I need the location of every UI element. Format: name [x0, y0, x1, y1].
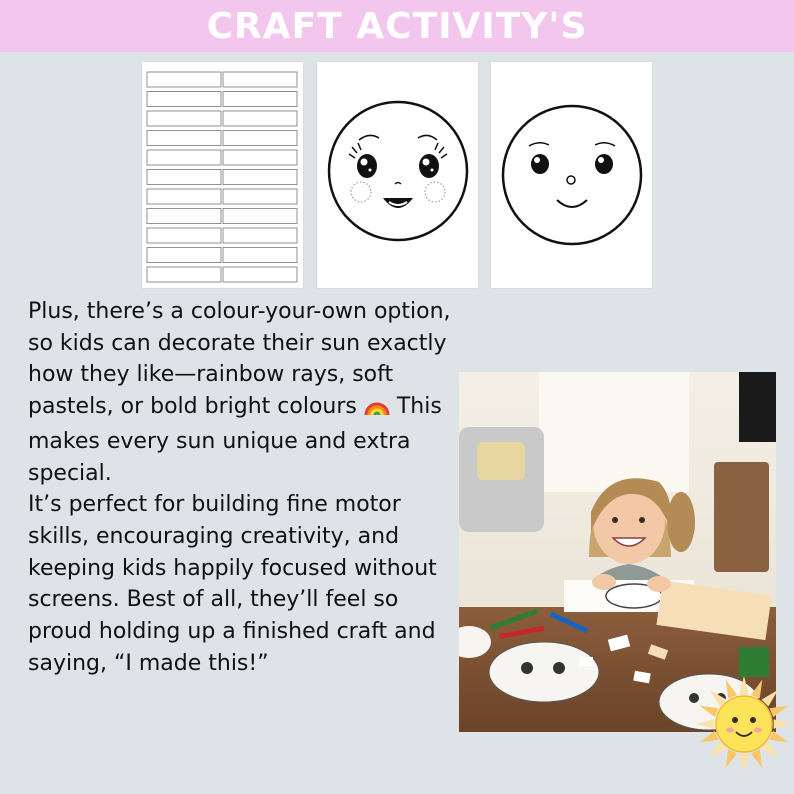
strip-outline [223, 72, 297, 87]
paragraph1-text: Plus, there’s a colour-your-own option, so kids can decorate their sun exactly how they like—rainbow rays, soft pastels, or bold bright colours [28, 299, 451, 420]
strip-outline [223, 131, 297, 146]
sun-ray [739, 676, 749, 694]
sun-ray [770, 706, 789, 717]
strip-outline [223, 209, 297, 224]
sun-ray [700, 706, 719, 717]
strip-outline [223, 228, 297, 243]
strip-outline [223, 189, 297, 204]
strip-outline [223, 150, 297, 165]
strip-template-sheet [142, 62, 303, 288]
strip-outline [147, 131, 221, 146]
sun-ray [739, 754, 749, 772]
sun-ray [770, 731, 789, 742]
sun-ray [696, 719, 714, 729]
strip-outline [147, 228, 221, 243]
strip-outline [147, 111, 221, 126]
header-banner [0, 0, 794, 52]
smiling-sun-icon [690, 670, 794, 780]
strip-outline [147, 72, 221, 87]
sun-ray [726, 680, 737, 699]
sun-face-girl-sheet [317, 62, 478, 288]
page-title: CRAFT ACTIVITY'S [206, 5, 588, 47]
strip-outline [147, 248, 221, 263]
strip-outline [223, 248, 297, 263]
strip-outline [147, 150, 221, 165]
strip-outline [147, 189, 221, 204]
rainbow-emoji-icon [364, 394, 390, 426]
sun-ray [700, 731, 719, 742]
paragraph-fine-motor: It’s perfect for building fine motor skills, encouraging creativity, and keeping kids happily focused without screens. Best of all, they’ll feel so proud holding up a finished craft and saying, “I made this!” [28, 492, 437, 676]
strips-grid-icon [142, 62, 303, 288]
sun-ray [726, 750, 737, 769]
sun-ray [751, 680, 762, 699]
sun-face-eyelashes-icon [317, 62, 478, 288]
sun-ray [774, 719, 792, 729]
paragraph-colour-your-own [28, 296, 458, 489]
strip-outline [147, 267, 221, 282]
sun-face-simple-sheet [491, 62, 652, 288]
strip-outline [147, 209, 221, 224]
strip-outline [223, 111, 297, 126]
strip-outline [147, 92, 221, 107]
paragraph1-tail-text: This makes every sun unique and extra special. [28, 394, 442, 486]
description-text [28, 296, 458, 679]
strip-outline [223, 267, 297, 282]
strip-outline [223, 92, 297, 107]
sun-ray [751, 750, 762, 769]
sun-face-simple-icon [491, 62, 652, 288]
strip-outline [223, 170, 297, 185]
strip-outline [147, 170, 221, 185]
